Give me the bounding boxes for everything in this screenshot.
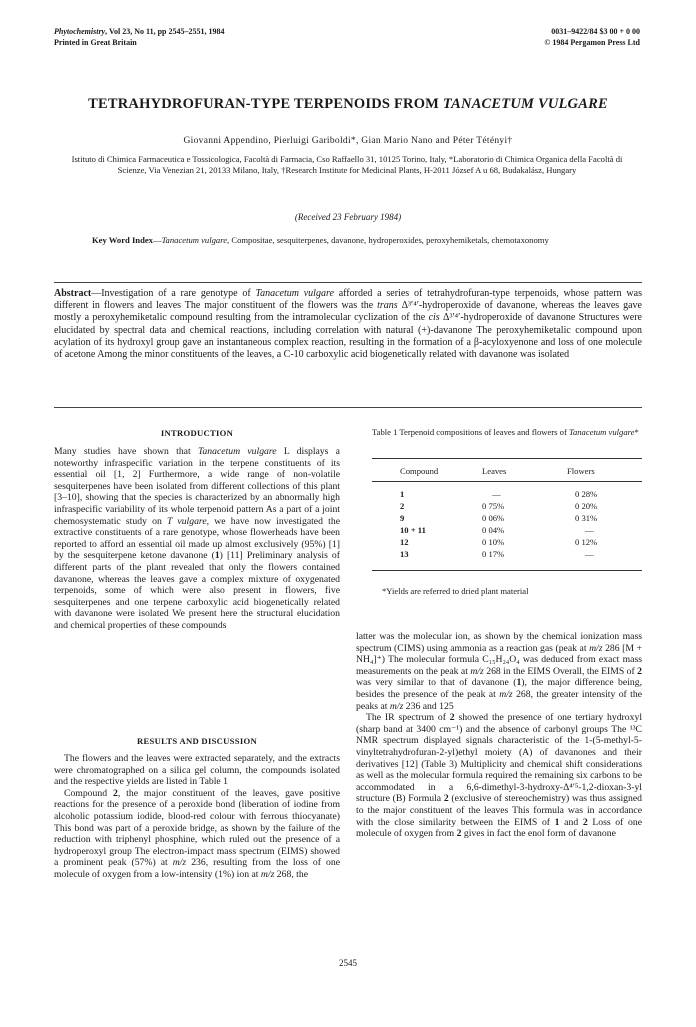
table-cell-compound: 9 [400,513,405,523]
table-cell-leaves: 0 17% [482,549,505,559]
table-header-rule [372,481,642,482]
rc2-compound-ref-3: 1 [554,816,560,828]
results-paragraph-1: The flowers and the leaves were extracted separately, and the extracts were chromatographed on a silica gel column, the compounds isolated and the respective yields are listed in Table 1 [54,753,340,788]
rc-compound-ref-2: 1 [516,677,522,689]
rc2-text-a: The IR spectrum of [366,712,450,724]
table-header-leaves: Leaves [482,466,507,476]
rc-text-d: was very similar to that of davanone ( [356,677,517,689]
rc-mz-3: m/z [499,688,513,700]
abstract-trans: trans [377,300,398,312]
abstract-label: Abstract [54,288,92,299]
rc-text-c: 268 in the EIMS Overall, the EIMS of [483,665,638,677]
abstract-text-a: —Investigation of a rare genotype of [91,288,256,299]
table-cell-flowers: 0 12% [575,537,598,547]
abstract [54,288,642,361]
rc2-compound-ref-5: 2 [456,828,462,840]
results-compound-ref: 2 [112,787,118,799]
copyright: © 1984 Pergamon Press Ltd [544,37,640,47]
results-body [54,753,340,881]
table-cell-flowers: — [585,525,594,535]
table-caption-mark: * [634,427,639,437]
rc2-text-e: Loss of one molecule of oxygen from [356,816,642,840]
results-paragraph-2 [54,788,340,881]
table-cell-leaves: 0 10% [482,537,505,547]
rc2-text-c: (exclusive of stereochemistry) was thus assigned to the major constituent of the leaves This formula was in accordance with the close similarity between the EIMS of [356,793,643,828]
rc-mz-2: m/z [470,665,484,677]
keyword-dash: — [152,235,162,245]
rc-text-b: 286 [M + NH₄]⁺) The molecular formula C₁₅H₂₄O₄ was deduced from exact mass measurements on the peak at [356,642,642,677]
intro-genus-2: T vulgare [167,515,207,527]
table-cell-compound: 10 + 11 [400,525,426,535]
right-paragraph-1 [356,631,642,712]
intro-text-c: , we have now investigated the extractive constituents of a rare genotype, whose flowerheads have been reported to afford an essential oil made up almost exclusively (95%) [1] by the sesquiterpene ketone davanone ( [54,515,340,562]
results-text-c: 236, resulting from the loss of one molecule of oxygen from a low-intensity (1%) ion at [54,857,340,880]
results-heading: RESULTS AND DISCUSSION [137,736,257,746]
journal-header-right [544,27,640,48]
abstract-cis: cis [428,312,440,324]
table-cell-compound: 13 [400,549,409,559]
table-cell-flowers: 0 31% [575,513,598,523]
rc2-text-d: and [559,816,583,828]
abstract-text-b: afforded a series of tetrahydrofuran-type terpenoids, whose pattern was different in flowers and leaves The major constituent of the flowers was the [54,288,642,312]
abstract-text-d: Δ³′⁴′-hydroperoxide of davanone Structures were elucidated by spectral data and chemical reactions, including correlation with natural (+)-davanone The peroxyhemiketalic compound upon acylation of its hydroxyl group gave an instantaneous complex reaction, resulting in the formation of a β-acyloxyenone and loss of one molecule of acetone Among the minor constituents of the leaves, a C-10 carboxylic acid biogenetically related with davanone was isolated [54,312,642,361]
received-date: (Received 23 February 1984) [294,212,402,222]
table-caption-text: Table 1 Terpenoid compositions of leaves and flowers of [372,427,569,437]
keyword-label: Key Word Index [92,235,153,245]
rc-compound-ref: 2 [637,665,643,677]
paper-title [40,96,656,113]
title-main: TETRAHYDROFURAN-TYPE TERPENOIDS FROM [88,96,443,112]
table-bottom-rule [372,570,642,571]
table-top-rule [372,458,642,459]
results-text-b: , the major constituent of the leaves, gave positive reactions for the presence of a peroxide bond (liberation of iodine from alcoholic potassium iodide, blood-red colour with ferrous thiocyanate) This bond was part of a peroxide bridge, as shown by the failure of the reduction with triphenyl phosphine, which ruled out the presence of a hydroperoxyl group The electron-impact mass spectrum (EIMS) showed a prominent peak (57%) at [54,787,341,869]
table-footnote: *Yields are referred to dried plant material [382,586,529,596]
table-header-compound: Compound [400,466,439,476]
abstract-text-c: Δ³′⁴′-hydroperoxide of davanone, whereas the leaves gave mostly a peroxyhemiketalic compound resulting from the intramolecular cyclization of the [54,300,642,324]
table-cell-compound: 2 [400,501,405,511]
results-text-d: 268, the [274,868,308,880]
keyword-genus: Tanacetum vulgare [161,235,228,245]
rc2-text-b: showed the presence of one tertiary hydroxyl (sharp band at 3400 cm⁻¹) and the absence of carbonyl groups The ¹³C NMR spectrum displayed signals characteristic of the 1-(5-methyl-5-vinyltetrahydrofuran-2-yl)ethyl moiety (A) of davanones and their derivatives [12] (Table 3) Multiplicity and chemical shift considerations as well as the molecular formula required the remaining six carbons to be accommodated in a 6,6-dimethyl-3-hydroxy-Δ⁴′⁵-1,2-dioxan-3-yl structure (B) Formula [356,712,643,805]
rc2-compound-ref-2: 2 [443,793,449,805]
rc-text-g: 236 and 125 [403,700,454,712]
results-mz-1: m/z [172,857,187,869]
table-cell-flowers: 0 28% [575,489,598,499]
rc-text-f: 268, the greater intensity of the peaks at [356,688,642,712]
price-code: 0031–9422/84 $3 00 + 0 00 [551,27,640,36]
table-cell-leaves: 0 06% [482,513,505,523]
intro-text-d: ) [11] Preliminary analysis of different parts of the plant revealed that only the flowers contained davanone, whereas the leaves gave a complex mixture of oxygenated terpenoids, some of which were also present in flowers, five sesquiterpenes and one terpene carboxylic acid biogenetically related with davanone were isolated We present here the structural elucidation and chemical properties of these compounds [54,550,340,631]
results-mz-2: m/z [260,868,275,880]
intro-genus: Tanacetum vulgare [197,446,277,457]
table-cell-flowers: — [585,549,594,559]
rc-text-e: ), the major difference being, besides the presence of the peak at [356,677,642,700]
table-cell-flowers: 0 20% [575,501,598,511]
printed-in: Printed in Great Britain [54,37,137,47]
table-cell-leaves: 0 75% [482,501,505,511]
table-cell-compound: 1 [400,489,405,499]
title-species: TANACETUM VULGARE [442,96,608,112]
journal-citation: , Vol 23, No 11, pp 2545–2551, 1984 [105,27,225,36]
journal-header-left [54,27,224,48]
journal-name: Phytochemistry [54,27,106,36]
table-cell-compound: 12 [400,537,409,547]
table-header-flowers: Flowers [567,466,595,476]
table-cell-leaves: 0 04% [482,525,505,535]
rc-text-a: latter was the molecular ion, as shown by the chemical ionization mass spectrum (CIMS) using ammonia as a reaction gas (peak at [356,631,642,654]
intro-text-a: Many studies have shown that [54,446,198,457]
author-list: Giovanni Appendino, Pierluigi Gariboldi*, Gian Mario Nano and Péter Tétényi† [183,136,513,146]
affiliations: Istituto di Chimica Farmaceutica e Tossicologica, Facoltà di Farmacia, Cso Raffaello 31, 10125 Torino, Italy, *Laboratorio di Chimica Organica della Facoltà di Scienze, Via Venezian 21, 20133 Milano, Italy, †Research Institute for Medicinal Plants, H-2011 József A u 68, Budakalász, Hungary [71,154,623,176]
intro-text-b: L displays a noteworthy infraspecific variation in the terpene constituents of its essential oil [1, 2] Furthermore, a wide range of non-volatile sesquiterpenes have been isolated from different collections of this plant [3–10], showing that the species is characterized by an abnormally high infraspecific variability of its whole terpenoid pattern As a part of a joint chemosystematic study on [54,446,340,527]
keyword-list: , Compositae, sesquiterpenes, davanone, hydroperoxides, peroxyhemiketals, chemotaxonomy [227,235,549,245]
intro-compound-ref: 1 [214,550,220,562]
abstract-top-rule [54,282,642,283]
right-column-body [356,631,642,840]
rc2-compound-ref: 2 [449,712,455,724]
table-caption-genus: Tanacetum vulgare [568,427,635,437]
page-number: 2545 [339,958,357,968]
results-text-a: Compound [64,787,113,799]
rc-mz-1: m/z [589,642,603,654]
rc2-text-f: gives in fact the enol form of davanone [461,828,616,840]
introduction-body [54,446,340,632]
keyword-index [92,235,642,246]
rc2-compound-ref-4: 2 [582,816,588,828]
right-paragraph-2 [356,712,642,840]
abstract-genus: Tanacetum vulgare [255,288,334,299]
introduction-heading: INTRODUCTION [160,428,234,438]
intro-paragraph [54,446,340,632]
table-cell-leaves: — [492,489,501,499]
abstract-bottom-rule [54,407,642,408]
rc-mz-4: m/z [389,700,404,712]
table-1-caption [372,427,642,438]
